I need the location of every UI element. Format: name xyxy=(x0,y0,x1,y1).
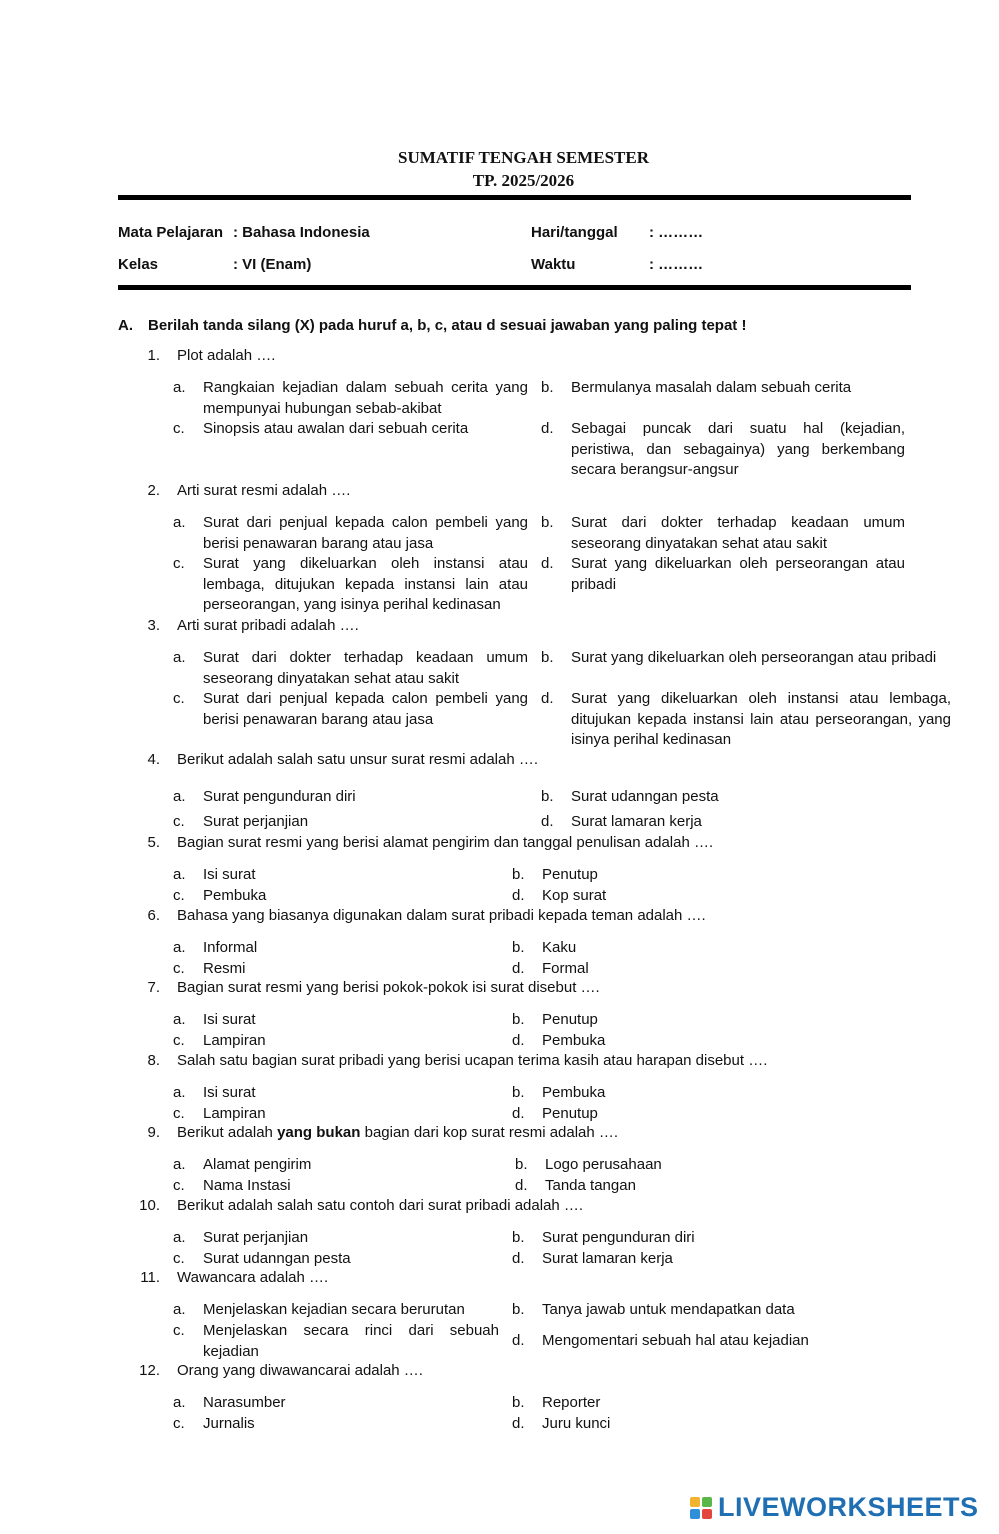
option-text: Surat yang dikeluarkan oleh instansi atau lembaga, ditujukan kepada instansi lain atau perseorangan, yang isinya perihal kedinasan xyxy=(571,690,951,748)
option-letter: d. xyxy=(512,1415,525,1432)
option-text: Sebagai puncak dari suatu hal (kejadian, peristiwa, dan sebagainya) yang berkembang secara berangsur-angsur xyxy=(571,420,905,478)
class-label: Kelas xyxy=(118,256,159,273)
question-text: Wawancara adalah …. xyxy=(177,1269,329,1286)
option-letter: c. xyxy=(173,690,185,707)
option-text: Rangkaian kejadian dalam sebuah cerita yang mempunyai hubungan sebab-akibat xyxy=(203,379,528,417)
option-text: Surat udanngan pesta xyxy=(203,1250,351,1267)
date-value: : ……… xyxy=(649,224,704,241)
option-letter: d. xyxy=(512,887,525,904)
option-letter: b. xyxy=(512,1229,525,1246)
option-text: Pembuka xyxy=(542,1084,606,1101)
question-text: Arti surat resmi adalah …. xyxy=(177,482,351,499)
option-text: Resmi xyxy=(203,960,246,977)
option-text: Logo perusahaan xyxy=(545,1156,662,1173)
option-letter: c. xyxy=(173,960,185,977)
option-letter: c. xyxy=(173,1322,185,1339)
option-letter: b. xyxy=(541,379,554,396)
option-text: Surat pengunduran diri xyxy=(203,788,356,805)
question-text: Salah satu bagian surat pribadi yang berisi ucapan terima kasih atau harapan disebut …. xyxy=(177,1052,768,1069)
option-letter: d. xyxy=(541,555,554,572)
option-letter: c. xyxy=(173,887,185,904)
option-text: Surat udanngan pesta xyxy=(571,788,719,805)
option-text: Surat dari penjual kepada calon pembeli yang berisi penawaran barang atau jasa xyxy=(203,514,528,552)
option-letter: b. xyxy=(512,939,525,956)
page-title: SUMATIF TENGAH SEMESTER xyxy=(398,148,649,167)
question-text-part: bagian dari kop surat resmi adalah …. xyxy=(360,1124,619,1141)
option-text: Surat perjanjian xyxy=(203,1229,309,1246)
header-rule-top xyxy=(118,195,911,200)
option-letter: b. xyxy=(512,1011,525,1028)
option-text: Formal xyxy=(542,960,589,977)
option-text: Isi surat xyxy=(203,1011,256,1028)
question-number: 8. xyxy=(147,1052,160,1069)
question-text: Arti surat pribadi adalah …. xyxy=(177,617,359,634)
option-letter: b. xyxy=(512,1394,525,1411)
section-letter: A. xyxy=(118,317,133,334)
option-letter: d. xyxy=(512,1105,525,1122)
option-letter: a. xyxy=(173,379,186,396)
option-letter: b. xyxy=(541,788,554,805)
option-text: Tanda tangan xyxy=(545,1177,636,1194)
logo-grid-icon xyxy=(690,1497,714,1521)
option-text: Menjelaskan secara rinci dari sebuah kejadian xyxy=(203,1322,499,1360)
option-text: Surat lamaran kerja xyxy=(571,813,702,830)
option-text: Surat yang dikeluarkan oleh perseorangan atau pribadi xyxy=(571,649,937,666)
option-letter: d. xyxy=(541,813,554,830)
option-text: Surat dari dokter terhadap keadaan umum seseorang dinyatakan sehat atau sakit xyxy=(571,514,905,552)
option-letter: b. xyxy=(541,514,554,531)
option-text: Pembuka xyxy=(542,1032,606,1049)
question-number: 11. xyxy=(140,1269,160,1286)
question-text-part: Berikut adalah xyxy=(177,1124,278,1141)
option-text: Alamat pengirim xyxy=(203,1156,312,1173)
question-text: Bagian surat resmi yang berisi pokok-pokok isi surat disebut …. xyxy=(177,979,600,996)
option-text: Isi surat xyxy=(203,866,256,883)
question-number: 3. xyxy=(147,617,160,634)
option-letter: d. xyxy=(512,960,525,977)
subject-value: : Bahasa Indonesia xyxy=(233,224,370,241)
question-text xyxy=(177,1124,618,1141)
option-letter: a. xyxy=(173,788,186,805)
option-letter: d. xyxy=(512,1032,525,1049)
option-text: Lampiran xyxy=(203,1032,266,1049)
option-letter: a. xyxy=(173,1156,186,1173)
option-text: Juru kunci xyxy=(542,1415,611,1432)
option-letter: d. xyxy=(512,1250,525,1267)
class-value: : VI (Enam) xyxy=(233,256,312,273)
option-text: Mengomentari sebuah hal atau kejadian xyxy=(542,1332,809,1349)
section-text: Berilah tanda silang (X) pada huruf a, b, c, atau d sesuai jawaban yang paling tepat ! xyxy=(148,317,747,334)
question-text: Orang yang diwawancarai adalah …. xyxy=(177,1362,423,1379)
option-letter: a. xyxy=(173,1394,186,1411)
section-instruction xyxy=(118,317,746,334)
question-number: 7. xyxy=(147,979,160,996)
question-text: Bahasa yang biasanya digunakan dalam surat pribadi kepada teman adalah …. xyxy=(177,907,706,924)
option-text: Surat yang dikeluarkan oleh perseorangan atau pribadi xyxy=(571,555,905,593)
question-text: Plot adalah …. xyxy=(177,347,276,364)
option-text: Isi surat xyxy=(203,1084,256,1101)
question-number: 1. xyxy=(147,347,160,364)
option-text: Nama Instasi xyxy=(203,1177,291,1194)
question-number: 4. xyxy=(147,751,160,768)
option-text: Kop surat xyxy=(542,887,607,904)
option-letter: b. xyxy=(512,1084,525,1101)
option-letter: c. xyxy=(173,1032,185,1049)
option-letter: d. xyxy=(541,420,554,437)
option-text: Narasumber xyxy=(203,1394,286,1411)
option-text: Penutup xyxy=(542,1011,598,1028)
option-letter: a. xyxy=(173,939,186,956)
option-text: Surat yang dikeluarkan oleh instansi atau lembaga, ditujukan kepada instansi lain atau perseorangan, yang isinya perihal kedinasan xyxy=(203,555,528,613)
option-letter: c. xyxy=(173,1105,185,1122)
option-letter: a. xyxy=(173,514,186,531)
option-letter: d. xyxy=(515,1177,528,1194)
option-text: Pembuka xyxy=(203,887,267,904)
option-letter: c. xyxy=(173,1415,185,1432)
school-year: TP. 2025/2026 xyxy=(472,171,575,190)
question-text: Berikut adalah salah satu unsur surat resmi adalah …. xyxy=(177,751,539,768)
option-letter: a. xyxy=(173,866,186,883)
option-text: Jurnalis xyxy=(203,1415,255,1432)
option-text: Surat perjanjian xyxy=(203,813,309,830)
option-letter: b. xyxy=(541,649,554,666)
option-letter: d. xyxy=(541,690,554,707)
question-number: 10. xyxy=(139,1197,160,1214)
option-letter: a. xyxy=(173,649,186,666)
option-text: Surat dari dokter terhadap keadaan umum seseorang dinyatakan sehat atau sakit xyxy=(203,649,528,687)
question-number: 5. xyxy=(147,834,160,851)
option-letter: a. xyxy=(173,1084,186,1101)
option-letter: c. xyxy=(173,813,185,830)
time-value: : ……… xyxy=(649,256,704,273)
option-text: Surat lamaran kerja xyxy=(542,1250,673,1267)
option-text: Surat dari penjual kepada calon pembeli yang berisi penawaran barang atau jasa xyxy=(203,690,528,728)
option-text: Reporter xyxy=(542,1394,601,1411)
question-text: Bagian surat resmi yang berisi alamat pengirim dan tanggal penulisan adalah …. xyxy=(177,834,714,851)
option-text: Kaku xyxy=(542,939,577,956)
option-letter: a. xyxy=(173,1301,186,1318)
option-letter: c. xyxy=(173,420,185,437)
header-rule-bottom xyxy=(118,285,911,290)
option-letter: b. xyxy=(512,866,525,883)
logo-text: LIVEWORKSHEETS xyxy=(718,1492,979,1522)
question-number: 6. xyxy=(147,907,160,924)
time-label: Waktu xyxy=(531,256,576,273)
option-letter: a. xyxy=(173,1011,186,1028)
question-text-emphasis: yang bukan xyxy=(277,1124,361,1141)
option-text: Informal xyxy=(203,939,258,956)
option-letter: c. xyxy=(173,1250,185,1267)
date-label: Hari/tanggal xyxy=(531,224,618,241)
option-text: Surat pengunduran diri xyxy=(542,1229,695,1246)
option-letter: b. xyxy=(512,1301,525,1318)
option-text: Menjelaskan kejadian secara berurutan xyxy=(203,1301,465,1318)
option-letter: d. xyxy=(512,1332,525,1349)
option-letter: c. xyxy=(173,555,185,572)
option-text: Penutup xyxy=(542,1105,598,1122)
option-text: Lampiran xyxy=(203,1105,266,1122)
option-text: Bermulanya masalah dalam sebuah cerita xyxy=(571,379,852,396)
subject-label: Mata Pelajaran xyxy=(118,224,224,241)
option-letter: c. xyxy=(173,1177,185,1194)
question-text: Berikut adalah salah satu contoh dari surat pribadi adalah …. xyxy=(177,1197,584,1214)
option-text: Tanya jawab untuk mendapatkan data xyxy=(542,1301,795,1318)
option-letter: b. xyxy=(515,1156,528,1173)
option-text: Sinopsis atau awalan dari sebuah cerita xyxy=(203,420,469,437)
question-number: 12. xyxy=(139,1362,160,1379)
option-text: Penutup xyxy=(542,866,598,883)
question-number: 2. xyxy=(147,482,160,499)
option-letter: a. xyxy=(173,1229,186,1246)
question-number: 9. xyxy=(147,1124,160,1141)
